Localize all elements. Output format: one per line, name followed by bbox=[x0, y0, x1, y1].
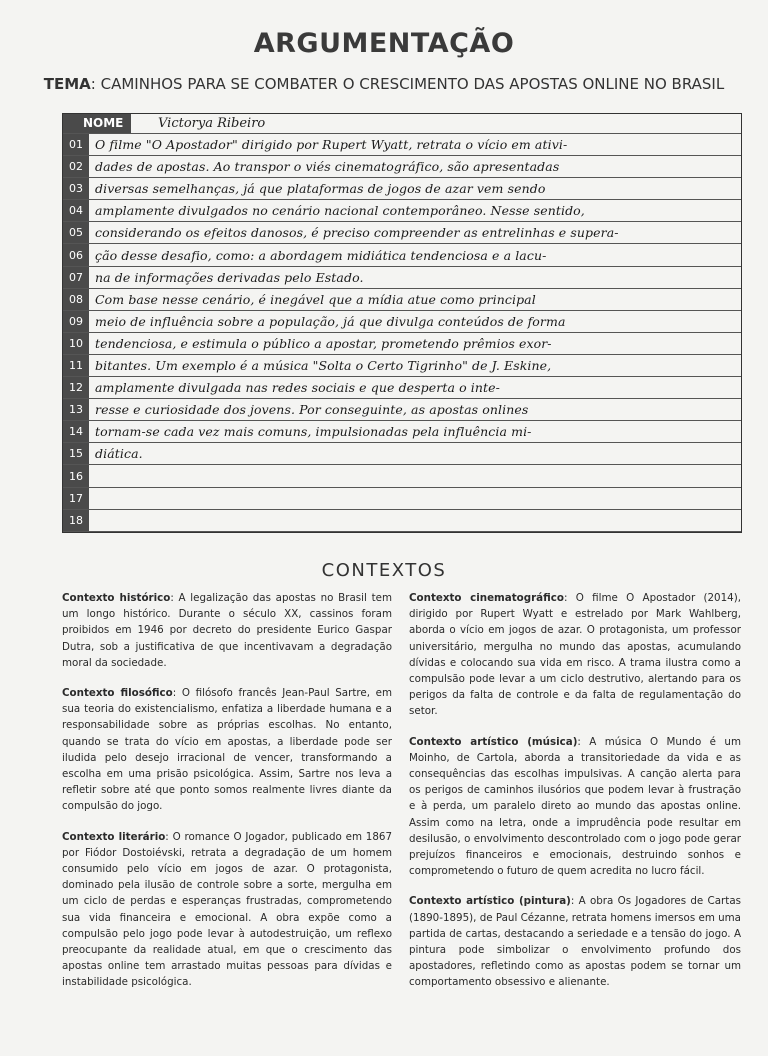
line-number: 07 bbox=[69, 270, 83, 284]
context-label: Contexto artístico (pintura) bbox=[409, 895, 571, 908]
handwritten-text: tornam-se cada vez mais comuns, impulsionadas pela influência mi- bbox=[95, 424, 532, 440]
essay-line bbox=[63, 354, 741, 377]
context-label: Contexto cinematográfico bbox=[409, 592, 564, 604]
context-paragraph bbox=[409, 734, 741, 880]
handwritten-text: na de informações derivadas pelo Estado. bbox=[95, 269, 364, 285]
essay-line bbox=[63, 244, 741, 267]
context-label: Contexto artístico (música) bbox=[409, 735, 578, 748]
line-number: 10 bbox=[69, 336, 83, 350]
context-text: : A obra Os Jogadores de Cartas (1890-1895), de Paul Cézanne, retrata homens imersos em uma partida de cartas, destacando a seriedade e a tensão do jogo. A pintura pode simbolizar o envolvimento profundo dos apostadores, refletindo como as apostas podem se tornar um comportamento obsessivo e alienante. bbox=[409, 895, 741, 989]
essay-line bbox=[63, 465, 741, 488]
context-paragraph bbox=[62, 590, 392, 671]
line-number: 15 bbox=[69, 447, 83, 461]
line-number: 12 bbox=[69, 381, 83, 395]
essay-line bbox=[63, 221, 741, 244]
essay-line bbox=[63, 442, 741, 465]
essay-line bbox=[63, 288, 741, 311]
line-number: 16 bbox=[69, 469, 83, 483]
handwritten-text: tendenciosa, e estimula o público a apostar, prometendo prêmios exor- bbox=[95, 335, 552, 351]
context-text: : A legalização das apostas no Brasil tem um longo histórico. Durante o século XX, cassinos foram proibidos em 1946 por decreto do presidente Eurico Gaspar Dutra, sob a justificativa de que incentivavam a degradação moral da sociedade. bbox=[62, 592, 392, 669]
handwritten-text: Com base nesse cenário, é inegável que a mídia atue como principal bbox=[95, 291, 536, 307]
context-text: : O filme O Apostador (2014), dirigido por Rupert Wyatt e estrelado por Mark Wahlberg, aborda o vício em jogos de azar. O protagonista, um professor universitário, mergulha no mundo das apostas, acumulando dívidas e colocando sua vida em risco. A trama ilustra como a compulsão pode levar a um ciclo destrutivo, alertando para os perigos da falta de controle e da falta de regulamentação do setor. bbox=[409, 592, 741, 718]
handwritten-text: diática. bbox=[95, 446, 143, 462]
context-paragraph bbox=[409, 590, 741, 720]
theme-text: : CAMINHOS PARA SE COMBATER O CRESCIMENTO DAS APOSTAS ONLINE NO BRASIL bbox=[90, 75, 725, 93]
contexts-right-column bbox=[409, 590, 741, 1005]
essay-line bbox=[63, 332, 741, 355]
essay-line bbox=[63, 266, 741, 289]
essay-line bbox=[63, 376, 741, 399]
line-number: 08 bbox=[69, 292, 83, 306]
line-number: 14 bbox=[69, 425, 83, 439]
essay-sheet bbox=[62, 113, 742, 533]
line-number: 04 bbox=[69, 204, 83, 218]
theme-label: TEMA bbox=[43, 75, 91, 93]
line-number: 17 bbox=[69, 491, 83, 505]
handwritten-text: O filme "O Apostador" dirigido por Rupert Wyatt, retrata o vício em ativi- bbox=[95, 137, 568, 152]
context-paragraph bbox=[62, 829, 392, 991]
handwritten-text: amplamente divulgada nas redes sociais e que desperta o inte- bbox=[95, 380, 500, 396]
line-number: 03 bbox=[69, 182, 83, 196]
context-label: Contexto literário bbox=[62, 830, 166, 843]
line-number: 01 bbox=[69, 138, 83, 151]
essay-line bbox=[63, 487, 741, 510]
page-title: ARGUMENTAÇÃO bbox=[253, 28, 515, 59]
line-number: 05 bbox=[69, 226, 83, 240]
context-label: Contexto filosófico bbox=[62, 687, 173, 700]
line-number: 06 bbox=[69, 248, 83, 262]
handwritten-text: considerando os efeitos danosos, é preciso compreender as entrelinhas e supera- bbox=[95, 225, 619, 241]
essay-line bbox=[63, 155, 741, 178]
line-number: 13 bbox=[69, 403, 83, 417]
line-number: 09 bbox=[69, 314, 83, 328]
handwritten-text: dades de apostas. Ao transpor o viés cinematográfico, são apresentadas bbox=[95, 159, 560, 175]
context-text: : O filósofo francês Jean-Paul Sartre, em sua teoria do existencialismo, enfatiza a liberdade humana e a responsabilidade sobre as próprias escolhas. No entanto, quando se trata do vício em apostas, a liberdade pode ser iludida pelo desejo irracional de vencer, transformando a escolha em uma prisão psicológica. Assim, Sartre nos leva a refletir sobre até que ponto somos realmente livres diante da compulsão do jogo. bbox=[62, 687, 393, 813]
essay-line bbox=[63, 310, 741, 333]
context-text: : O romance O Jogador, publicado em 1867 por Fiódor Dostoiévski, retrata a degradação de um homem consumido pelo vício em jogos de azar. O protagonista, dominado pela ilusão de controle sobre a sorte, mergulha em um ciclo de perdas e esperanças frustradas, comprometendo sua vida financeira e emocional. A obra expõe como a compulsão pelo jogo pode levar à autodestruição, um reflexo preocupante da realidade atual, em que o crescimento das apostas online tem arrastado muitas pessoas para dívidas e instabilidade psicológica. bbox=[62, 830, 392, 989]
name-label: NOME bbox=[63, 114, 131, 133]
line-number: 02 bbox=[69, 160, 83, 174]
context-label: Contexto histórico bbox=[62, 592, 171, 604]
essay-line bbox=[63, 177, 741, 200]
essay-line bbox=[63, 509, 741, 532]
essay-line bbox=[63, 199, 741, 222]
essay-line bbox=[63, 133, 741, 156]
handwritten-text: diversas semelhanças, já que plataformas de jogos de azar vem sendo bbox=[95, 181, 546, 197]
handwritten-text: bitantes. Um exemplo é a música "Solta o Certo Tigrinho" de J. Eskine, bbox=[95, 358, 552, 373]
essay-line bbox=[63, 398, 741, 421]
essay-line bbox=[63, 420, 741, 443]
theme-line bbox=[0, 75, 768, 93]
context-paragraph bbox=[62, 685, 392, 815]
contexts-title: CONTEXTOS bbox=[321, 560, 447, 581]
student-name: Victorya Ribeiro bbox=[158, 116, 266, 131]
handwritten-text: ção desse desafio, como: a abordagem midiática tendenciosa e a lacu- bbox=[95, 247, 547, 263]
context-text: : A música O Mundo é um Moinho, de Cartola, aborda a transitoriedade da vida e as consequências das escolhas impulsivas. A canção alerta para os perigos de caminhos ilusórios que podem levar à frustração e à perda, um paralelo direto ao mundo das apostas online. Assim como na letra, onde a imprudência pode resultar em desilusão, o envolvimento descontrolado com o jogo pode gerar prejuízos financeiros e emocionais, destruindo sonhos e comprometendo o futuro de quem acredita no lucro fácil. bbox=[409, 735, 741, 878]
handwritten-text: meio de influência sobre a população, já que divulga conteúdos de forma bbox=[95, 313, 566, 329]
handwritten-text: resse e curiosidade dos jovens. Por conseguinte, as apostas onlines bbox=[95, 402, 529, 418]
line-number: 11 bbox=[69, 359, 83, 372]
handwritten-text: amplamente divulgados no cenário nacional contemporâneo. Nesse sentido, bbox=[95, 203, 585, 219]
line-number: 18 bbox=[69, 513, 83, 527]
contexts-left-column bbox=[62, 590, 392, 1005]
context-paragraph bbox=[409, 893, 741, 990]
